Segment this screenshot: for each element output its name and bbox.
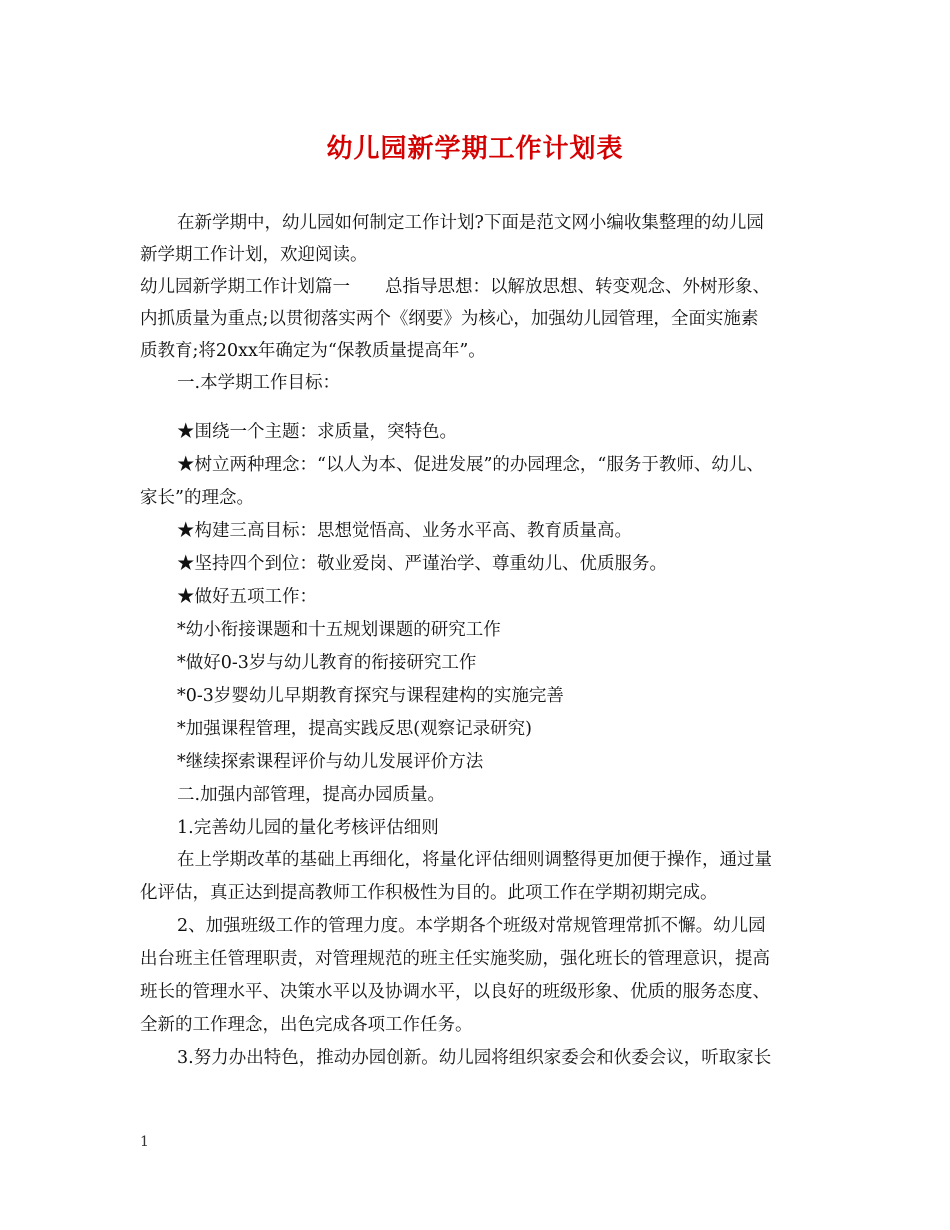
paragraph-line: 班长的管理水平、决策水平以及协调水平，以良好的班级形象、优质的服务态度、 bbox=[140, 982, 770, 1002]
page-number: 1 bbox=[140, 1134, 149, 1150]
paragraph-line: 2、加强班级工作的管理力度。本学期各个班级对常规管理常抓不懈。幼儿园 bbox=[177, 916, 766, 936]
paragraph-line: ★构建三高目标：思想觉悟高、业务水平高、教育质量高。 bbox=[177, 521, 632, 541]
paragraph-line: 化评估，真正达到提高教师工作积极性为目的。此项工作在学期初期完成。 bbox=[140, 883, 718, 903]
paragraph-line: 在上学期改革的基础上再细化，将量化评估细则调整得更加便于操作，通过量 bbox=[177, 850, 772, 870]
paragraph-line: 质教育;将20xx年确定为“保教质量提高年”。 bbox=[140, 341, 486, 361]
paragraph-line: *0-3岁婴幼儿早期教育探究与课程建构的实施完善 bbox=[177, 686, 564, 706]
paragraph-line: 1.完善幼儿园的量化考核评估细则 bbox=[177, 818, 439, 838]
paragraph-line: ★做好五项工作： bbox=[177, 587, 317, 607]
paragraph-line: 全新的工作理念，出色完成各项工作任务。 bbox=[140, 1015, 473, 1035]
paragraph-line: ★树立两种理念：“以人为本、促进发展”的办园理念，“服务于教师、幼儿、 bbox=[177, 455, 764, 475]
paragraph-line: 3.努力办出特色，推动办园创新。幼儿园将组织家委会和伙委会议，听取家长 bbox=[177, 1048, 772, 1068]
paragraph-line: *继续探索课程评价与幼儿发展评价方法 bbox=[177, 752, 484, 772]
paragraph-line: ★围绕一个主题：求质量，突特色。 bbox=[177, 422, 457, 442]
paragraph-line: *做好0-3岁与幼儿教育的衔接研究工作 bbox=[177, 653, 477, 673]
paragraph-line: 新学期工作计划，欢迎阅读。 bbox=[140, 245, 368, 265]
paragraph-line: ★坚持四个到位：敬业爱岗、严谨治学、尊重幼儿、优质服务。 bbox=[177, 554, 667, 574]
paragraph-line: *幼小衔接课题和十五规划课题的研究工作 bbox=[177, 620, 501, 640]
paragraph-line: 一.本学期工作目标： bbox=[177, 373, 341, 393]
paragraph-line: 内抓质量为重点;以贯彻落实两个《纲要》为核心，加强幼儿园管理，全面实施素 bbox=[140, 309, 759, 329]
paragraph-line: 出台班主任管理职责，对管理规范的班主任实施奖励，强化班长的管理意识，提高 bbox=[140, 949, 770, 969]
document-title: 幼儿园新学期工作计划表 bbox=[326, 134, 624, 164]
paragraph-line: 幼儿园新学期工作计划篇一 总指导思想：以解放思想、转变观念、外树形象、 bbox=[140, 277, 770, 297]
paragraph-line: 二.加强内部管理，提高办园质量。 bbox=[177, 785, 446, 805]
paragraph-line: 在新学期中，幼儿园如何制定工作计划?下面是范文网小编收集整理的幼儿园 bbox=[177, 213, 764, 233]
paragraph-line: *加强课程管理，提高实践反思(观察记录研究) bbox=[177, 719, 532, 739]
paragraph-line: 家长”的理念。 bbox=[140, 488, 254, 508]
